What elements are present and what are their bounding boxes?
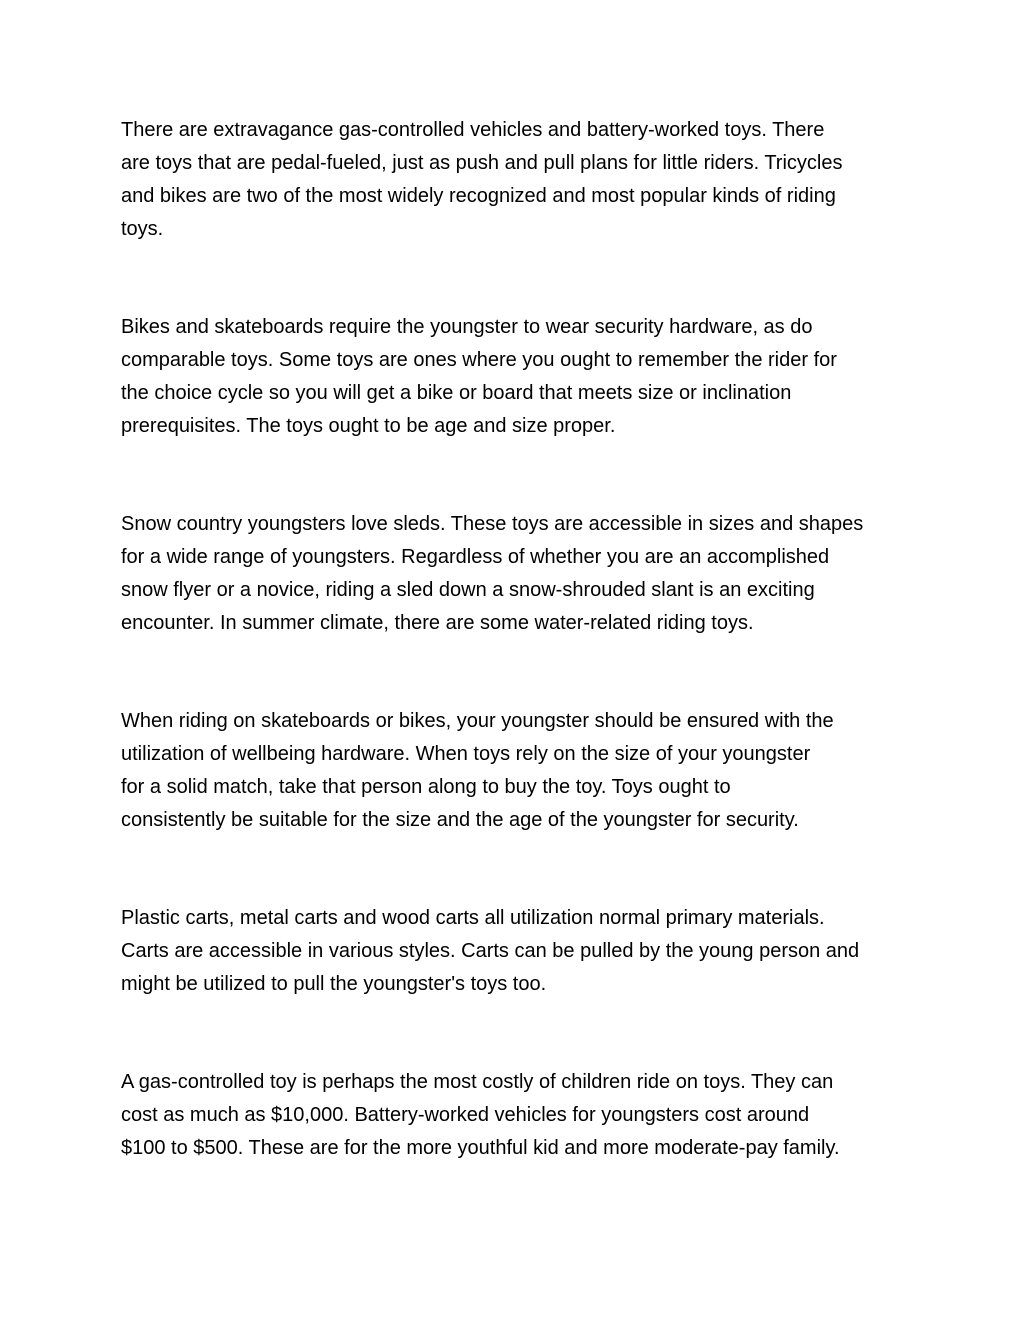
paragraph-riding-toy-types bbox=[121, 114, 911, 246]
text-line: Plastic carts, metal carts and wood carts all utilization normal primary materials. bbox=[121, 907, 825, 929]
text-line: Snow country youngsters love sleds. These toys are accessible in sizes and shapes bbox=[121, 513, 864, 535]
text-line: Carts are accessible in various styles. Carts can be pulled by the young person and bbox=[121, 940, 860, 962]
paragraph-skateboard-safety bbox=[121, 705, 911, 837]
text-line: for a wide range of youngsters. Regardless of whether you are an accomplished bbox=[121, 546, 830, 568]
text-line: There are extravagance gas-controlled vehicles and battery-worked toys. There bbox=[121, 119, 825, 141]
paragraph-spacer bbox=[121, 246, 911, 311]
paragraph-spacer bbox=[121, 1001, 911, 1066]
text-line: Bikes and skateboards require the youngster to wear security hardware, as do bbox=[121, 316, 813, 338]
text-line: toys. bbox=[121, 218, 164, 240]
text-line: A gas-controlled toy is perhaps the most costly of children ride on toys. They can bbox=[121, 1071, 834, 1093]
paragraph-carts bbox=[121, 902, 911, 1001]
paragraph-safety-hardware bbox=[121, 311, 911, 443]
paragraph-sleds bbox=[121, 508, 911, 640]
text-line: might be utilized to pull the youngster's toys too. bbox=[121, 973, 547, 995]
text-line: utilization of wellbeing hardware. When toys rely on the size of your youngster bbox=[121, 743, 811, 765]
text-line: prerequisites. The toys ought to be age and size proper. bbox=[121, 415, 616, 437]
text-line: are toys that are pedal-fueled, just as push and pull plans for little riders. Tricycles bbox=[121, 152, 843, 174]
text-line: consistently be suitable for the size and the age of the youngster for security. bbox=[121, 809, 799, 831]
text-line: $100 to $500. These are for the more youthful kid and more moderate-pay family. bbox=[121, 1137, 840, 1159]
paragraph-spacer bbox=[121, 443, 911, 508]
text-line: and bikes are two of the most widely recognized and most popular kinds of riding bbox=[121, 185, 836, 207]
text-line: the choice cycle so you will get a bike or board that meets size or inclination bbox=[121, 382, 792, 404]
text-line: cost as much as $10,000. Battery-worked vehicles for youngsters cost around bbox=[121, 1104, 810, 1126]
paragraph-costs bbox=[121, 1066, 911, 1165]
text-line: for a solid match, take that person along to buy the toy. Toys ought to bbox=[121, 776, 731, 798]
text-line: comparable toys. Some toys are ones where you ought to remember the rider for bbox=[121, 349, 837, 371]
paragraph-spacer bbox=[121, 640, 911, 705]
text-line: encounter. In summer climate, there are some water-related riding toys. bbox=[121, 612, 754, 634]
text-line: When riding on skateboards or bikes, your youngster should be ensured with the bbox=[121, 710, 834, 732]
paragraph-spacer bbox=[121, 837, 911, 902]
text-line: snow flyer or a novice, riding a sled down a snow-shrouded slant is an exciting bbox=[121, 579, 815, 601]
document-body bbox=[121, 114, 911, 1165]
